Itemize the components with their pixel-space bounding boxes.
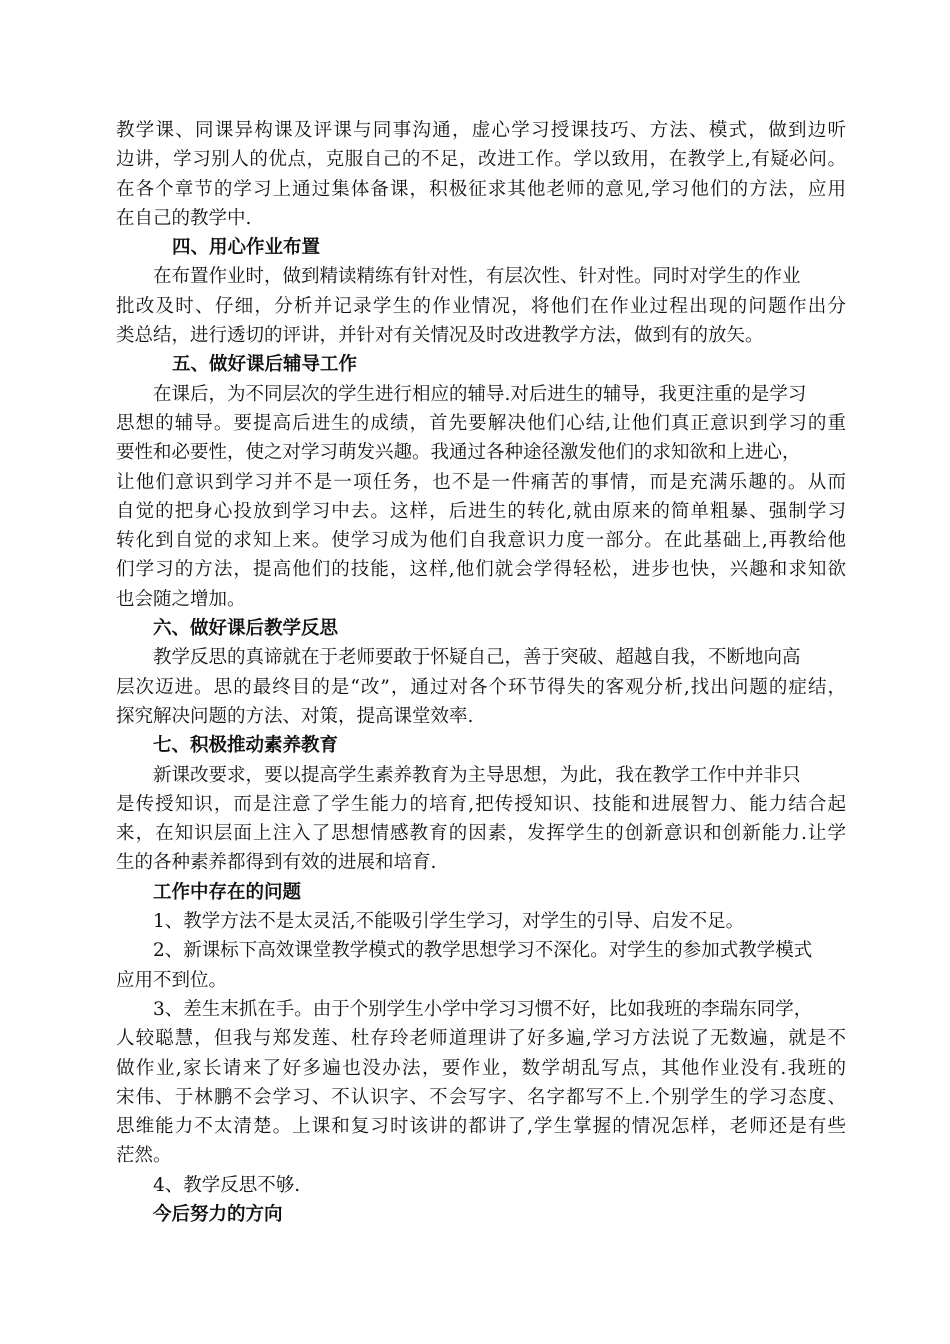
paragraph-line: 2、新课标下高效课堂教学模式的教学思想学习不深化。对学生的参加式教学模式 [153, 940, 813, 962]
paragraph-line: 边讲，学习别人的优点，克服自己的不足，改进工作。学以致用，在教学上,有疑必问。 [116, 149, 846, 171]
paragraph-line: 自觉的把身心投放到学习中去。这样，后进生的转化,就由原来的简单粗暴、强制学习 [116, 500, 846, 522]
section-7-paragraph [116, 761, 846, 878]
paragraph-line: 转化到自觉的求知上来。使学习成为他们自我意识力度一部分。在此基础上,再教给他 [116, 530, 846, 552]
paragraph-line: 应用不到位。 [116, 969, 228, 991]
section-4-paragraph [116, 262, 846, 350]
section-heading-4: 四、用心作业布置 [172, 237, 321, 259]
paragraph-line: 探究解决问题的方法、对策，提高课堂效率. [116, 705, 474, 727]
paragraph-line: 宋伟、于林鹏不会学习、不认识字、不会写字、名字都写不上.个别学生的学习态度、 [116, 1086, 846, 1108]
problem-item-3 [116, 995, 846, 1171]
paragraph-line: 是传授知识，而是注意了学生能力的培育,把传授知识、技能和进展智力、能力结合起 [116, 793, 846, 815]
paragraph-line: 要性和必要性，使之对学习萌发兴趣。我通过各种途径激发他们的求知欲和上进心， [116, 442, 801, 464]
paragraph-line: 层次迈进。思的最终目的是“改”，通过对各个环节得失的客观分析,找出问题的症结， [116, 676, 846, 698]
paragraph-line: 在布置作业时，做到精读精练有针对性，有层次性、针对性。同时对学生的作业 [153, 266, 801, 288]
section-heading-5: 五、做好课后辅导工作 [172, 354, 358, 376]
future-heading: 今后努力的方向 [153, 1203, 283, 1225]
paragraph-line: 茫然。 [116, 1145, 172, 1167]
problems-heading: 工作中存在的问题 [153, 881, 302, 903]
paragraph-line: 在课后，为不同层次的学生进行相应的辅导.对后进生的辅导，我更注重的是学习 [153, 383, 807, 405]
paragraph-line: 教学课、同课异构课及评课与同事沟通，虚心学习授课技巧、方法、模式，做到边听 [116, 120, 846, 141]
document-body [116, 116, 846, 1229]
paragraph-line: 思维能力不太清楚。上课和复习时该讲的都讲了,学生掌握的情况怎样，老师还是有些 [116, 1116, 846, 1138]
intro-paragraph [116, 116, 846, 233]
paragraph-line: 生的各种素养都得到有效的进展和培育. [116, 852, 437, 874]
paragraph-line: 类总结，进行透切的评讲，并针对有关情况及时改进教学方法，做到有的放矢。 [116, 325, 764, 347]
paragraph-line: 在自己的教学中. [116, 207, 252, 229]
paragraph-line: 做作业,家长请来了好多遍也没办法，要作业，数学胡乱写点，其他作业没有.我班的 [116, 1057, 846, 1079]
paragraph-line: 人较聪慧，但我与郑发莲、杜存玲老师道理讲了好多遍,学习方法说了无数遍，就是不 [116, 1028, 846, 1050]
problem-item-4: 4、教学反思不够. [153, 1174, 301, 1196]
section-heading-7: 七、积极推动素养教育 [153, 735, 339, 757]
problem-item-2 [116, 936, 846, 995]
paragraph-line: 新课改要求，要以提高学生素养教育为主导思想，为此，我在教学工作中并非只 [153, 764, 801, 786]
paragraph-line: 们学习的方法，提高他们的技能，这样,他们就会学得轻松，进步也快，兴趣和求知欲 [116, 559, 846, 581]
paragraph-line: 批改及时、仔细，分析并记录学生的作业情况，将他们在作业过程出现的问题作出分 [116, 295, 846, 317]
paragraph-line: 3、差生末抓在手。由于个别学生小学中学习习惯不好，比如我班的李瑞东同学， [153, 998, 813, 1020]
paragraph-line: 也会随之增加。 [116, 588, 246, 610]
paragraph-line: 在各个章节的学习上通过集体备课，积极征求其他老师的意见,学习他们的方法，应用 [116, 178, 846, 200]
paragraph-line: 来，在知识层面上注入了思想情感教育的因素，发挥学生的创新意识和创新能力.让学 [116, 823, 846, 845]
section-6-paragraph [116, 643, 846, 731]
paragraph-line: 思想的辅导。要提高后进生的成绩，首先要解决他们心结,让他们真正意识到学习的重 [116, 412, 846, 434]
problem-item-1: 1、教学方法不是太灵活,不能吸引学生学习，对学生的引导、启发不足。 [153, 911, 745, 933]
paragraph-line: 教学反思的真谛就在于老师要敢于怀疑自己，善于突破、超越自我，不断地向高 [153, 647, 801, 669]
paragraph-line: 让他们意识到学习并不是一项任务，也不是一件痛苦的事情，而是充满乐趣的。从而 [116, 471, 846, 493]
section-heading-6: 六、做好课后教学反思 [153, 618, 339, 640]
section-5-paragraph [116, 380, 846, 614]
